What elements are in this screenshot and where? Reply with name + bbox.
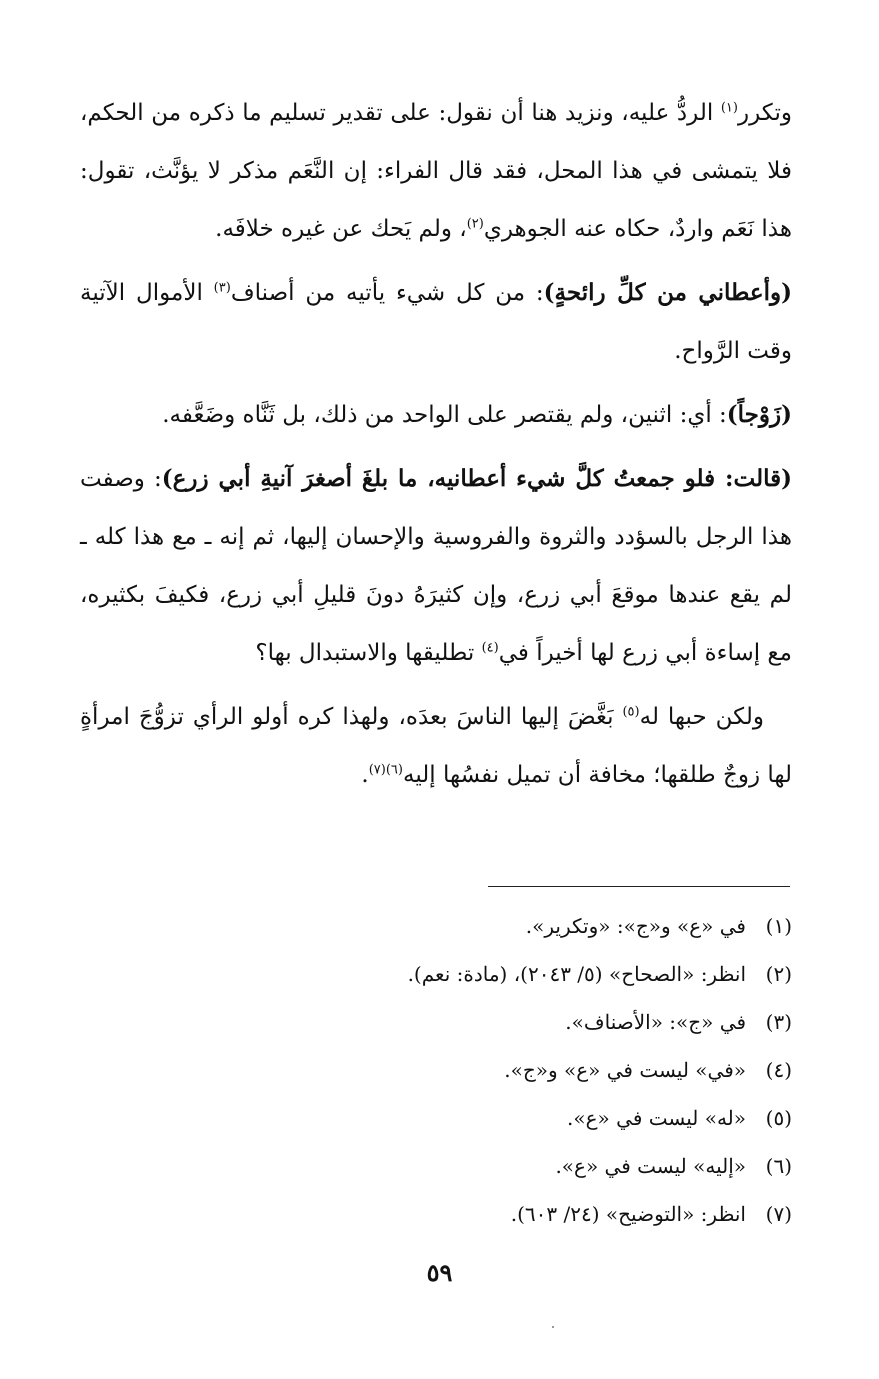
footnote-ref: (٥)	[622, 704, 640, 720]
paragraph-4	[80, 450, 792, 682]
footnote-number: (٣)	[765, 1010, 792, 1034]
footnote-item	[80, 998, 792, 1046]
text-run: : من كل شيء يأتيه من أصناف	[230, 280, 544, 306]
footnote-text: «في» ليست في «ع» و«ج».	[504, 1058, 746, 1082]
main-text	[80, 84, 792, 804]
footnote-text: انظر: «الصحاح» (٥/ ٢٠٤٣)، (مادة: نعم).	[407, 962, 746, 986]
scan-speck	[552, 1326, 554, 1328]
quoted-phrase: (زَوْجاً)	[726, 401, 792, 428]
footnote-text: «له» ليست في «ع».	[567, 1106, 746, 1130]
text-run: وتكرر	[737, 100, 792, 126]
footnote-number: (١)	[765, 914, 792, 938]
footnote-item	[80, 1142, 792, 1190]
text-run: الأموال الآتية وقت الرَّواح.	[80, 280, 792, 364]
paragraph-1	[80, 84, 792, 258]
text-run: بَغَّضَ إليها الناسَ بعدَه، ولهذا كره أولو الرأي تزوُّجَ امرأةٍ لها زوجٌ طلقها؛ مخافة أن تميل نفسُها إليه	[80, 704, 792, 788]
quoted-phrase: (وأعطاني من كلِّ رائحةٍ)	[543, 279, 792, 306]
footnote-ref: (٦)(٧)	[368, 762, 403, 778]
paragraph-5	[80, 688, 792, 804]
text-run: ، ولم يَحك عن غيره خلافَه.	[215, 216, 467, 242]
footnote-ref: (٣)	[213, 280, 231, 296]
footnote-number: (٧)	[765, 1202, 792, 1226]
footnotes-list	[80, 902, 792, 1238]
text-run: : أي: اثنين، ولم يقتصر على الواحد من ذلك، بل ثَنَّاه وضَعَّفه.	[162, 402, 727, 428]
footnote-text: في «ع» و«ج»: «وتكرير».	[525, 914, 746, 938]
footnote-divider	[488, 886, 790, 887]
text-run: ولكن حبها له	[639, 704, 764, 730]
footnote-text: انظر: «التوضيح» (٢٤/ ٦٠٣).	[510, 1202, 746, 1226]
text-run: تطليقها والاستبدال بها؟	[255, 640, 482, 666]
quoted-phrase: (قالت: فلو جمعتُ كلَّ شيء أعطانيه، ما بلغَ أصغرَ آنيةِ أبي زرع)	[161, 465, 792, 492]
footnote-number: (٢)	[765, 962, 792, 986]
footnote-number: (٥)	[765, 1106, 792, 1130]
paragraph-2	[80, 264, 792, 380]
footnote-item	[80, 1046, 792, 1094]
text-run: : وصفت هذا الرجل بالسؤدد والثروة والفروسية والإحسان إليها، ثم إنه ـ مع هذا كله ـ لم يقع عندها موقعَ أبي زرع، وإن كثيرَهُ دونَ قليلِ أبي زرع، فكيفَ بكثيره، مع إساءة أبي زرع لها أخيراً في	[80, 466, 792, 666]
page-number: ٥٩	[426, 1258, 453, 1287]
footnote-ref: (١)	[720, 100, 738, 116]
footnote-item	[80, 902, 792, 950]
footnote-text: «إليه» ليست في «ع».	[555, 1154, 746, 1178]
footnote-ref: (٢)	[466, 216, 484, 232]
footnote-item	[80, 1190, 792, 1238]
text-run: الردُّ عليه، ونزيد هنا أن نقول: على تقدير تسليم ما ذكره من الحكم، فلا يتمشى في هذا المحل، فقد قال الفراء: إن النَّعَم مذكر لا يؤنَّث، تقول: هذا نَعَم واردٌ، حكاه عنه الجوهري	[80, 100, 792, 242]
paragraph-3	[80, 386, 792, 444]
footnote-number: (٦)	[765, 1154, 792, 1178]
text-run: .	[361, 762, 369, 788]
footnote-ref: (٤)	[481, 640, 499, 656]
footnote-item	[80, 1094, 792, 1142]
footnote-number: (٤)	[765, 1058, 792, 1082]
footnote-item	[80, 950, 792, 998]
footnote-text: في «ج»: «الأصناف».	[565, 1010, 746, 1034]
